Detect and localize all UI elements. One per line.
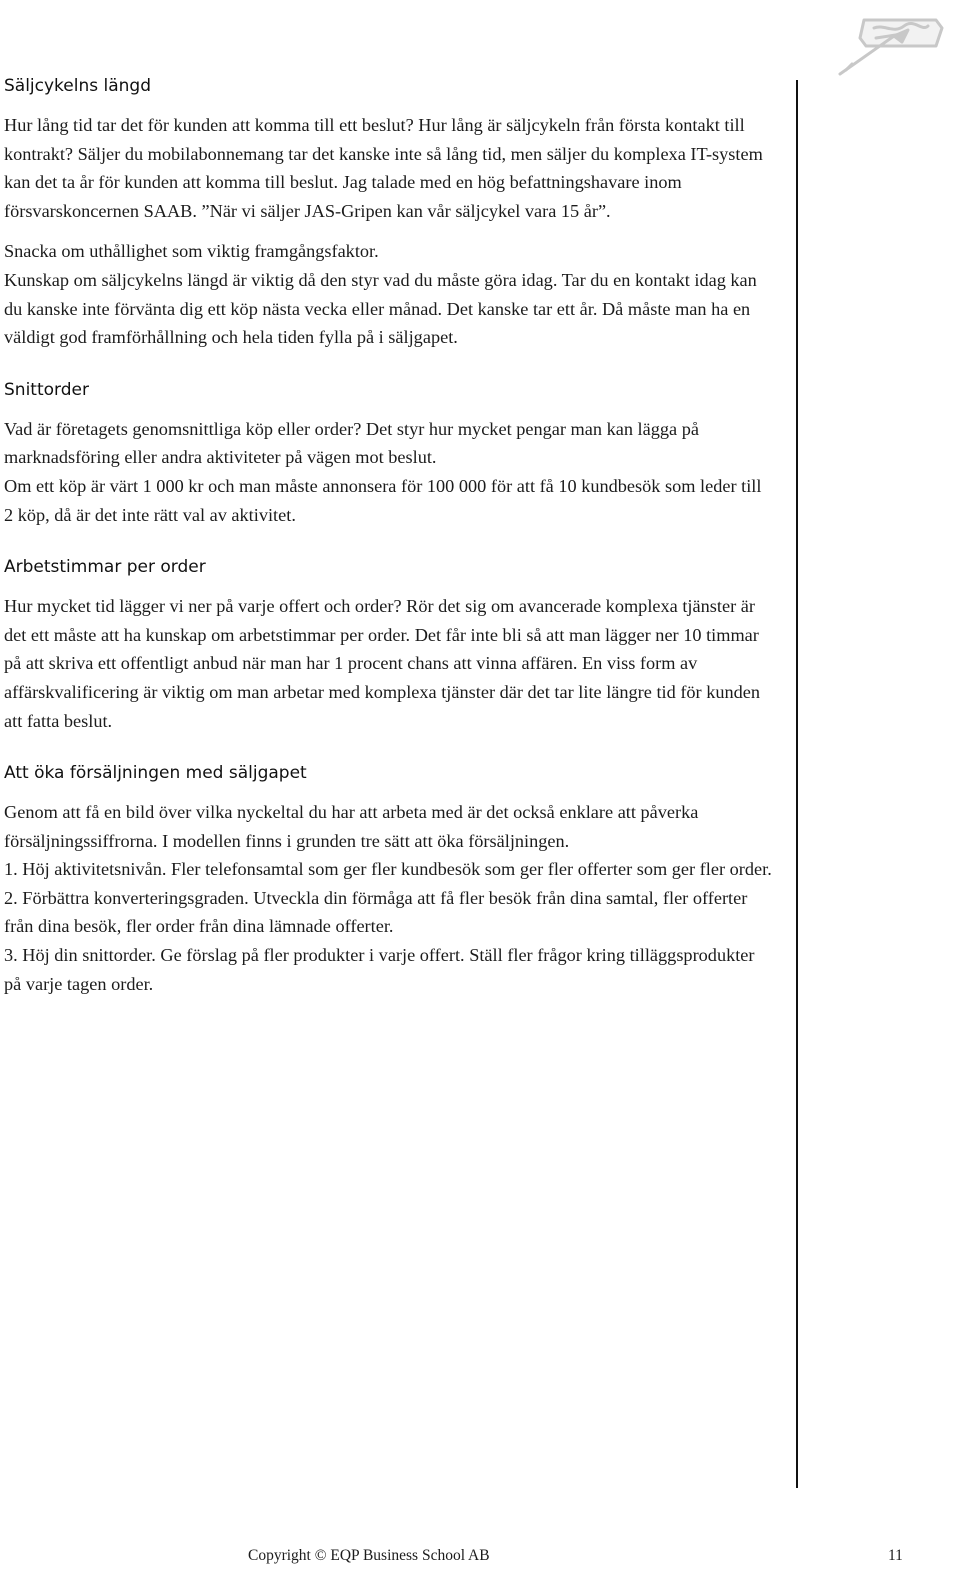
section-heading: Att öka försäljningen med säljgapet xyxy=(4,763,307,784)
page-number: 11 xyxy=(888,1547,903,1564)
section-paragraph: Snacka om uthållighet som viktig framgångsfaktor. Kunskap om säljcykelns längd är viktig då den styr vad du måste göra idag. Tar du en kontakt idag kan du kanske inte förvänta dig ett köp nästa vecka eller månad. Det kanske tar ett år. Då måste man ha en väldigt god framförhållning och hela tiden fylla på i säljgapet. xyxy=(4,241,757,348)
section-heading: Arbetstimmar per order xyxy=(4,557,206,578)
section-paragraph: Hur lång tid tar det för kunden att komma till ett beslut? Hur lång är säljcykeln från första kontakt till kontrakt? Säljer du mobilabonnemang tar det kanske inte så lång tid, men säljer du komplexa IT-system kan det ta år för kunden att komma till beslut. Jag talade med en hög befattningshavare inom försvarskoncernen SAAB. ”När vi säljer JAS-Gripen kan vår säljcykel vara 15 år”. xyxy=(4,115,763,221)
section-heading: Säljcykelns längd xyxy=(4,76,152,96)
section-paragraph: Hur mycket tid lägger vi ner på varje offert och order? Rör det sig om avancerade komplexa tjänster är det ett måste att ha kunskap om arbetstimmar per order. Det får inte bli så att man lägger ner 10 timmar på att skriva ett offentligt anbud när man har 1 procent chans att vinna affären. En viss form av affärskvalificering är viktig om man arbetar med komplexa tjänster där det tar lite längre tid för kunden att fatta beslut. xyxy=(4,596,761,731)
section-paragraph: Vad är företagets genomsnittliga köp eller order? Det styr hur mycket pengar man kan lägga på marknadsföring eller andra aktiviteter på vägen mot beslut. Om ett köp är värt 1 000 kr och man måste annonsera för 100 000 för att få 10 kundbesök som leder till 2 köp, då är det inte rätt val av aktivitet. xyxy=(4,418,762,525)
section-paragraph: Genom att få en bild över vilka nyckeltal du har att arbeta med är det också enklare att påverka försäljningssiffrorna. I modellen finns i grunden tre sätt att öka försäljningen. 1. Höj aktivitetsnivån. Fler telefonsamtal som ger fler kundbesök som ger fler offerter som ger fler order. 2. Förbättra konverteringsgraden. Utveckla din förmåga att få fler besök från dina samtal, fler offerter från dina besök, fler order från dina lämnade offerter. 3. Höj din snittorder. Ge förslag på fler produkter i varje offert. Ställ fler frågor kring tilläggsprodukter på varje tagen order. xyxy=(4,802,772,994)
section-arbetstimmar-per-order xyxy=(4,555,774,735)
section-att-oka-forsaljningen xyxy=(4,761,774,998)
pen-writing-icon xyxy=(832,12,952,76)
section-snittorder xyxy=(4,378,774,529)
document-body xyxy=(4,74,774,998)
vertical-divider-line xyxy=(796,80,798,1488)
section-saljcykelns-langd xyxy=(4,74,774,352)
footer-copyright: Copyright © EQP Business School AB xyxy=(248,1547,490,1564)
section-heading: Snittorder xyxy=(4,379,89,400)
